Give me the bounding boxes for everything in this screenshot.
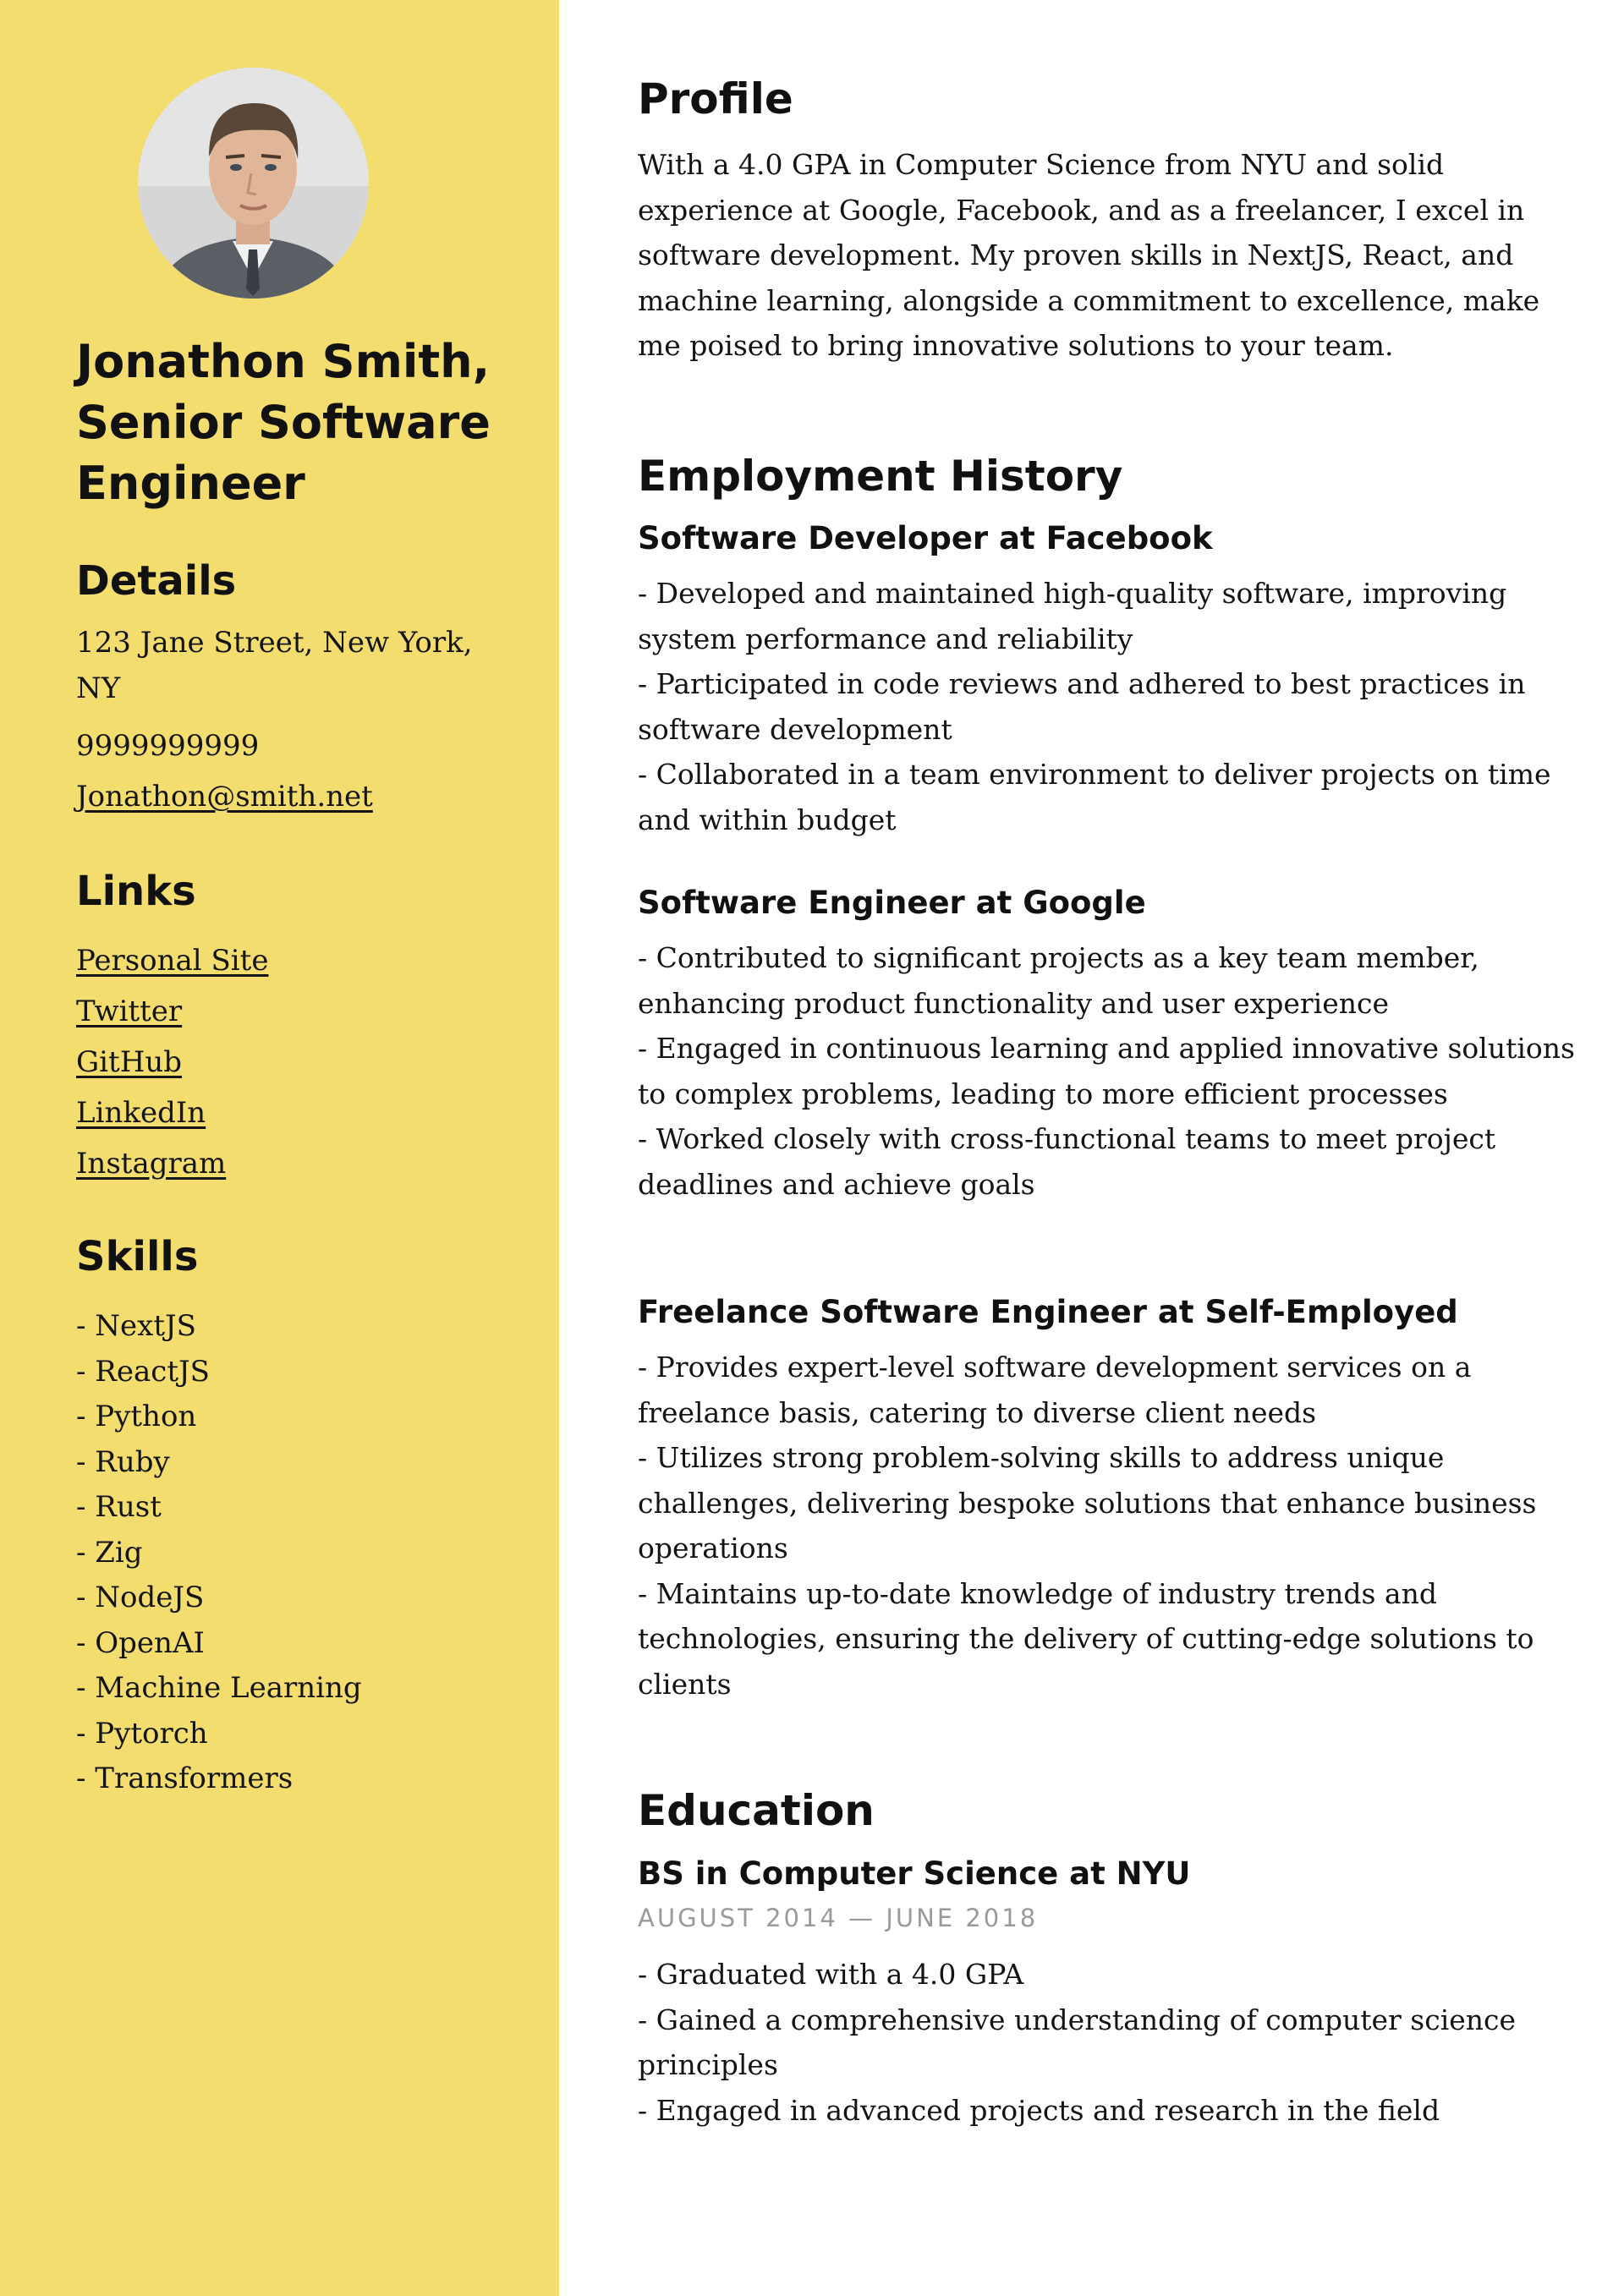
job-bullets	[638, 571, 1577, 842]
personal-site-link[interactable]: Personal Site	[76, 944, 269, 978]
degree-title: BS in Computer Science at NYU	[638, 1855, 1191, 1892]
email-link[interactable]: Jonathon@smith.net	[76, 780, 373, 814]
skill-item: - OpenAI	[76, 1625, 205, 1660]
phone: 9999999999	[76, 729, 260, 763]
list-item: - Participated in code reviews and adhered to best practices in software development	[638, 667, 1526, 746]
skill-item: - Zig	[76, 1535, 143, 1570]
education-heading: Education	[638, 1786, 875, 1835]
twitter-link[interactable]: Twitter	[76, 995, 183, 1028]
skills-heading: Skills	[76, 1233, 199, 1280]
avatar	[138, 68, 369, 299]
skill-item: - Transformers	[76, 1762, 294, 1795]
employment-heading: Employment History	[638, 452, 1123, 501]
list-item: - Engaged in advanced projects and research in the field	[638, 2093, 1440, 2127]
address: 123 Jane Street, New York, NY	[76, 626, 473, 705]
list-item: - Worked closely with cross-functional teams to meet project deadlines and achieve goals	[638, 1122, 1496, 1201]
links-heading: Links	[76, 868, 196, 915]
list-item: - Developed and maintained high-quality software, improving system performance and reliability	[638, 577, 1507, 655]
skill-item: - Rust	[76, 1490, 162, 1524]
list-item: - Contributed to significant projects as a key team member, enhancing product functionality and user experience	[638, 941, 1479, 1020]
list-item: - Collaborated in a team environment to deliver projects on time and within budget	[638, 758, 1551, 836]
skill-item: - Python	[76, 1400, 197, 1433]
profile-text: With a 4.0 GPA in Computer Science from NYU and solid experience at Google, Facebook, and as a freelancer, I excel in software development. My proven skills in NextJS, React, and machine learning, alongside a commitment to excellence, make me poised to bring innovative solutions to your team.	[638, 148, 1540, 362]
job-title: Software Developer at Facebook	[638, 520, 1213, 556]
education-bullets	[638, 1952, 1577, 2133]
job-bullets	[638, 935, 1577, 1207]
candidate-name-title: Jonathon Smith, Senior Software Engineer	[76, 335, 491, 510]
list-item: - Gained a comprehensive understanding of computer science principles	[638, 2003, 1517, 2081]
skill-item: - NodeJS	[76, 1581, 205, 1614]
list-item	[76, 986, 268, 1037]
skill-item: - NextJS	[76, 1309, 196, 1343]
list-item	[76, 1037, 268, 1088]
skill-item: - Pytorch	[76, 1716, 208, 1751]
profile-heading: Profile	[638, 74, 793, 123]
list-item	[76, 1138, 268, 1189]
list-item	[76, 1088, 268, 1138]
linkedin-link[interactable]: LinkedIn	[76, 1096, 206, 1130]
education-dates: AUGUST 2014 — JUNE 2018	[638, 1904, 1039, 1932]
email-wrapper	[76, 774, 499, 819]
list-item: - Graduated with a 4.0 GPA	[638, 1958, 1024, 1991]
github-link[interactable]: GitHub	[76, 1045, 183, 1079]
links-list	[76, 935, 268, 1189]
list-item: - Utilizes strong problem-solving skills to address unique challenges, delivering bespoke solutions that enhance business operations	[638, 1441, 1537, 1564]
instagram-link[interactable]: Instagram	[76, 1147, 227, 1181]
details-heading: Details	[76, 557, 237, 605]
profile-photo-image	[138, 68, 369, 299]
job-bullets	[638, 1345, 1577, 1707]
list-item: - Maintains up-to-date knowledge of industry trends and technologies, ensuring the delivery of cutting-edge solutions to clients	[638, 1576, 1534, 1701]
list-item	[76, 935, 268, 986]
skill-item: - ReactJS	[76, 1354, 210, 1389]
sidebar	[0, 0, 559, 2296]
skill-item: - Ruby	[76, 1444, 170, 1479]
list-item: - Engaged in continuous learning and applied innovative solutions to complex problems, leading to more efficient processes	[638, 1032, 1575, 1110]
job-title: Freelance Software Engineer at Self-Employed	[638, 1294, 1458, 1330]
skills-list	[76, 1304, 362, 1802]
job-title: Software Engineer at Google	[638, 885, 1146, 921]
list-item: - Provides expert-level software development services on a freelance basis, catering to diverse client needs	[638, 1351, 1472, 1429]
skill-item: - Machine Learning	[76, 1671, 362, 1705]
